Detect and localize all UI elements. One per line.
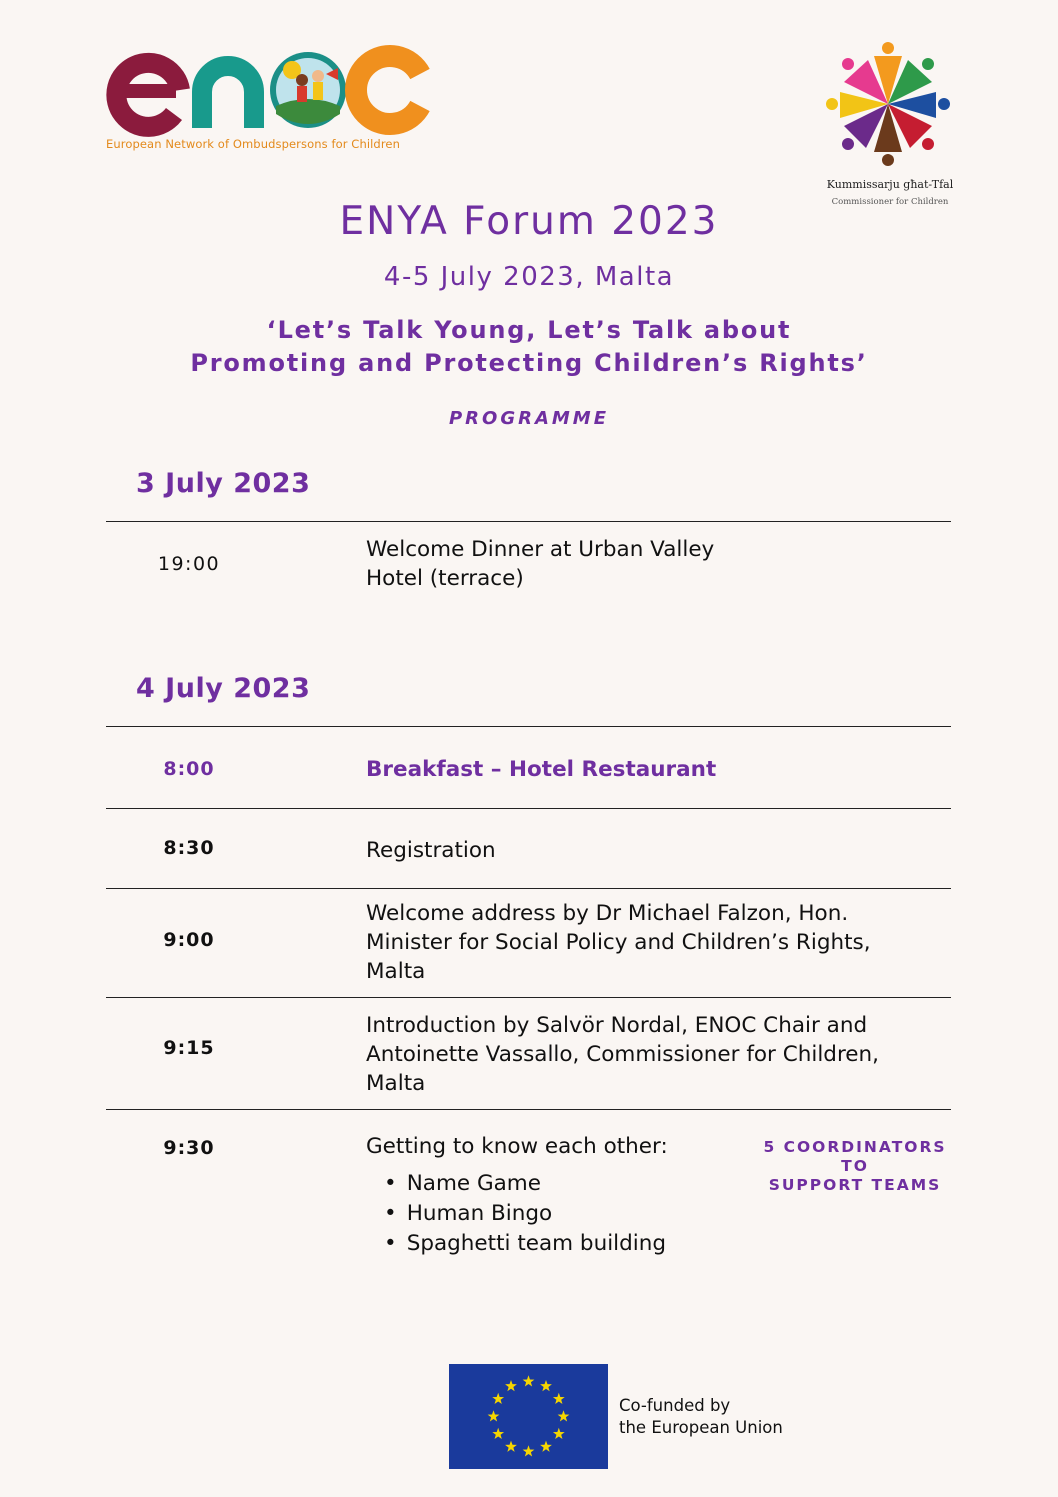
- divider: [106, 888, 951, 889]
- divider: [106, 997, 951, 998]
- description-line: Welcome Dinner at Urban Valley: [366, 537, 715, 562]
- eu-line: the European Union: [619, 1418, 783, 1437]
- divider: [106, 726, 951, 727]
- eu-flag-icon: [449, 1364, 608, 1469]
- schedule-description: [366, 755, 941, 784]
- schedule-time: 8:30: [163, 837, 215, 859]
- description-line: Getting to know each other:: [366, 1134, 668, 1159]
- coordinators-note: [755, 1138, 955, 1195]
- commissioner-logo: [818, 40, 958, 174]
- activity-list: [384, 1169, 666, 1259]
- schedule-time: 9:00: [163, 929, 215, 951]
- schedule-time: 9:15: [163, 1037, 215, 1059]
- description-line: Minister for Social Policy and Children’s Rights,: [366, 930, 871, 955]
- schedule-description: [366, 535, 941, 593]
- event-date-location: 4-5 July 2023, Malta: [383, 262, 675, 292]
- divider: [106, 1109, 951, 1110]
- description-line: Welcome address by Dr Michael Falzon, Hon.: [366, 901, 849, 926]
- day-heading: 4 July 2023: [136, 673, 311, 704]
- schedule-time: 9:30: [163, 1137, 215, 1159]
- theme-line-1: ‘Let’s Talk Young, Let’s Talk about: [266, 316, 792, 344]
- description-line: Registration: [366, 838, 496, 863]
- list-item: • Spaghetti team building: [384, 1229, 666, 1259]
- list-item: • Name Game: [384, 1169, 666, 1199]
- commissioner-subtitle: Commissioner for Children: [831, 197, 949, 207]
- list-item: • Human Bingo: [384, 1199, 666, 1229]
- description-line: Malta: [366, 959, 426, 984]
- page-title: ENYA Forum 2023: [339, 199, 719, 244]
- note-line: 5 COORDINATORS TO: [763, 1138, 947, 1175]
- schedule-description: [366, 1011, 941, 1098]
- description-line: Antoinette Vassallo, Commissioner for Children,: [366, 1042, 879, 1067]
- divider: [106, 521, 951, 522]
- eu-cofunded-text: [619, 1395, 783, 1439]
- theme-line-2: Promoting and Protecting Children’s Rights’: [190, 349, 868, 377]
- enoc-tagline: European Network of Ombudspersons for Children: [106, 137, 400, 151]
- description-line: Breakfast – Hotel Restaurant: [366, 757, 717, 782]
- commissioner-name: Kummissarju għat-Tfal: [826, 178, 954, 191]
- schedule-time: 19:00: [157, 553, 221, 575]
- programme-label: PROGRAMME: [448, 408, 610, 429]
- divider: [106, 808, 951, 809]
- description-line: Hotel (terrace): [366, 566, 524, 591]
- schedule-description: [366, 836, 941, 865]
- description-line: Malta: [366, 1071, 426, 1096]
- eu-line: Co-funded by: [619, 1396, 731, 1415]
- schedule-time: 8:00: [163, 758, 215, 780]
- day-heading: 3 July 2023: [136, 468, 311, 499]
- schedule-description: [366, 1132, 756, 1161]
- note-line: SUPPORT TEAMS: [768, 1176, 942, 1194]
- schedule-description: [366, 899, 941, 986]
- description-line: Introduction by Salvör Nordal, ENOC Chair and: [366, 1013, 868, 1038]
